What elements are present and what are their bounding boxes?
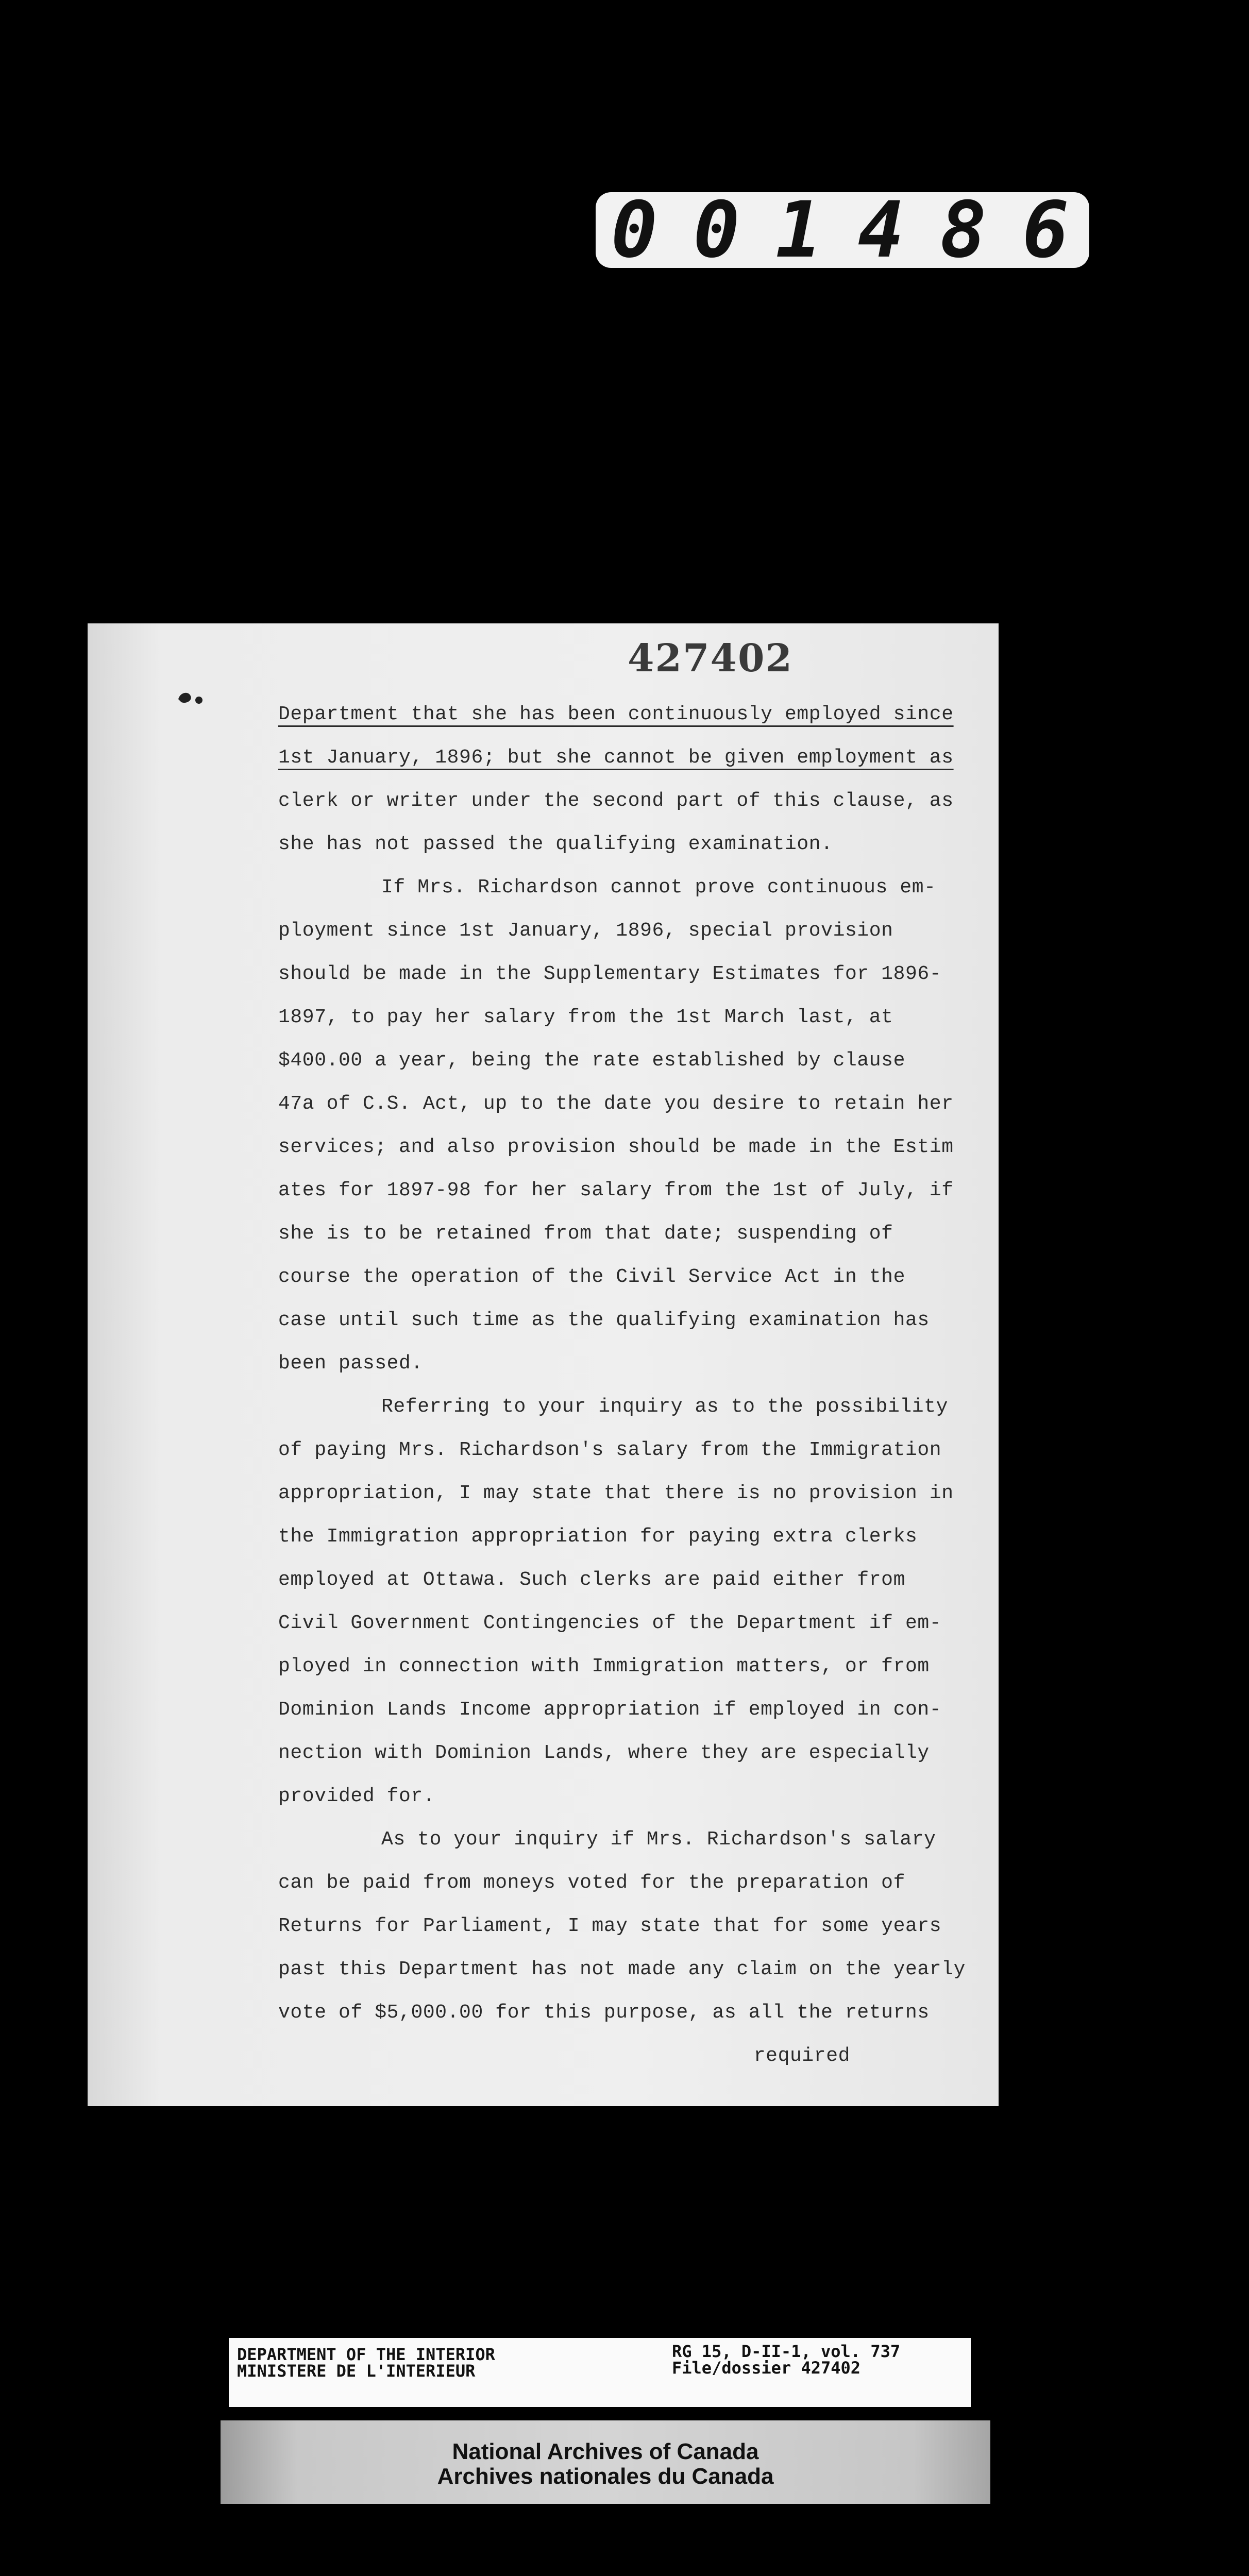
archive-name-fr: Archives nationales du Canada (437, 2464, 774, 2489)
archive-name-en: National Archives of Canada (452, 2439, 759, 2464)
text-line: Dominion Lands Income appropriation if employed in con- (278, 1699, 942, 1721)
text-line: provided for. (278, 1785, 435, 1807)
text-line: can be paid from moneys voted for the preparation of (278, 1872, 905, 1894)
text-line: nection with Dominion Lands, where they are especially (278, 1742, 930, 1764)
text-line: 1st January, 1896; but she cannot be given employment as (278, 747, 954, 769)
text-line: If Mrs. Richardson cannot prove continuous em- (381, 876, 936, 899)
frame-number-plate (596, 185, 1089, 275)
text-line: ployed in connection with Immigration matters, or from (278, 1655, 930, 1677)
text-line: ates for 1897-98 for her salary from the 1st of July, if (278, 1179, 954, 1201)
frame-digit: 4 (857, 185, 909, 275)
text-line: $400.00 a year, being the rate established by clause (278, 1049, 905, 1072)
text-line: clerk or writer under the second part of this clause, as (278, 790, 954, 812)
text-line: course the operation of the Civil Service Act in the (278, 1266, 905, 1288)
text-line: services; and also provision should be made in the Estim (278, 1136, 954, 1158)
text-line: appropriation, I may state that there is no provision in (278, 1482, 954, 1504)
text-line: been passed. (278, 1352, 423, 1375)
archive-name-card (221, 2420, 990, 2504)
frame-digit: 0 (611, 185, 663, 275)
file-number-stamp: 427402 (628, 636, 793, 681)
text-line: employed at Ottawa. Such clerks are paid either from (278, 1569, 905, 1591)
text-line: 1897, to pay her salary from the 1st March last, at (278, 1006, 893, 1028)
text-line: vote of $5,000.00 for this purpose, as all the returns (278, 2002, 930, 2024)
text-line: Civil Government Contingencies of the Department if em- (278, 1612, 942, 1634)
text-line: past this Department has not made any claim on the yearly (278, 1958, 966, 1980)
text-line: case until such time as the qualifying examination has (278, 1309, 930, 1331)
text-line: ployment since 1st January, 1896, special provision (278, 920, 893, 942)
text-line: should be made in the Supplementary Estimates for 1896- (278, 963, 942, 985)
text-line: she is to be retained from that date; suspending of (278, 1223, 893, 1245)
file-reference: File/dossier 427402 (672, 2358, 861, 2378)
department-name-fr: MINISTERE DE L'INTERIEUR (237, 2361, 476, 2381)
frame-digit: 8 (940, 185, 992, 275)
catchword: required (753, 2045, 850, 2067)
ink-mark-icon (175, 688, 206, 708)
department-name-en: DEPARTMENT OF THE INTERIOR (237, 2345, 495, 2364)
text-line: the Immigration appropriation for paying extra clerks (278, 1526, 918, 1548)
text-line: of paying Mrs. Richardson's salary from the Immigration (278, 1439, 942, 1461)
letter-body (278, 693, 966, 2078)
archive-reference-label (229, 2338, 971, 2407)
text-line: As to your inquiry if Mrs. Richardson's salary (381, 1828, 936, 1851)
text-line: Returns for Parliament, I may state that for some years (278, 1915, 942, 1937)
text-line: Department that she has been continuously employed since (278, 703, 954, 725)
text-line: 47a of C.S. Act, up to the date you desire to retain her (278, 1093, 954, 1115)
text-line: she has not passed the qualifying examination. (278, 833, 833, 855)
record-group-reference: RG 15, D-II-1, vol. 737 (672, 2342, 901, 2361)
frame-digit: 0 (693, 185, 745, 275)
text-line: Referring to your inquiry as to the possibility (381, 1396, 948, 1418)
frame-digit: 1 (775, 185, 828, 275)
frame-digit: 6 (1022, 185, 1074, 275)
